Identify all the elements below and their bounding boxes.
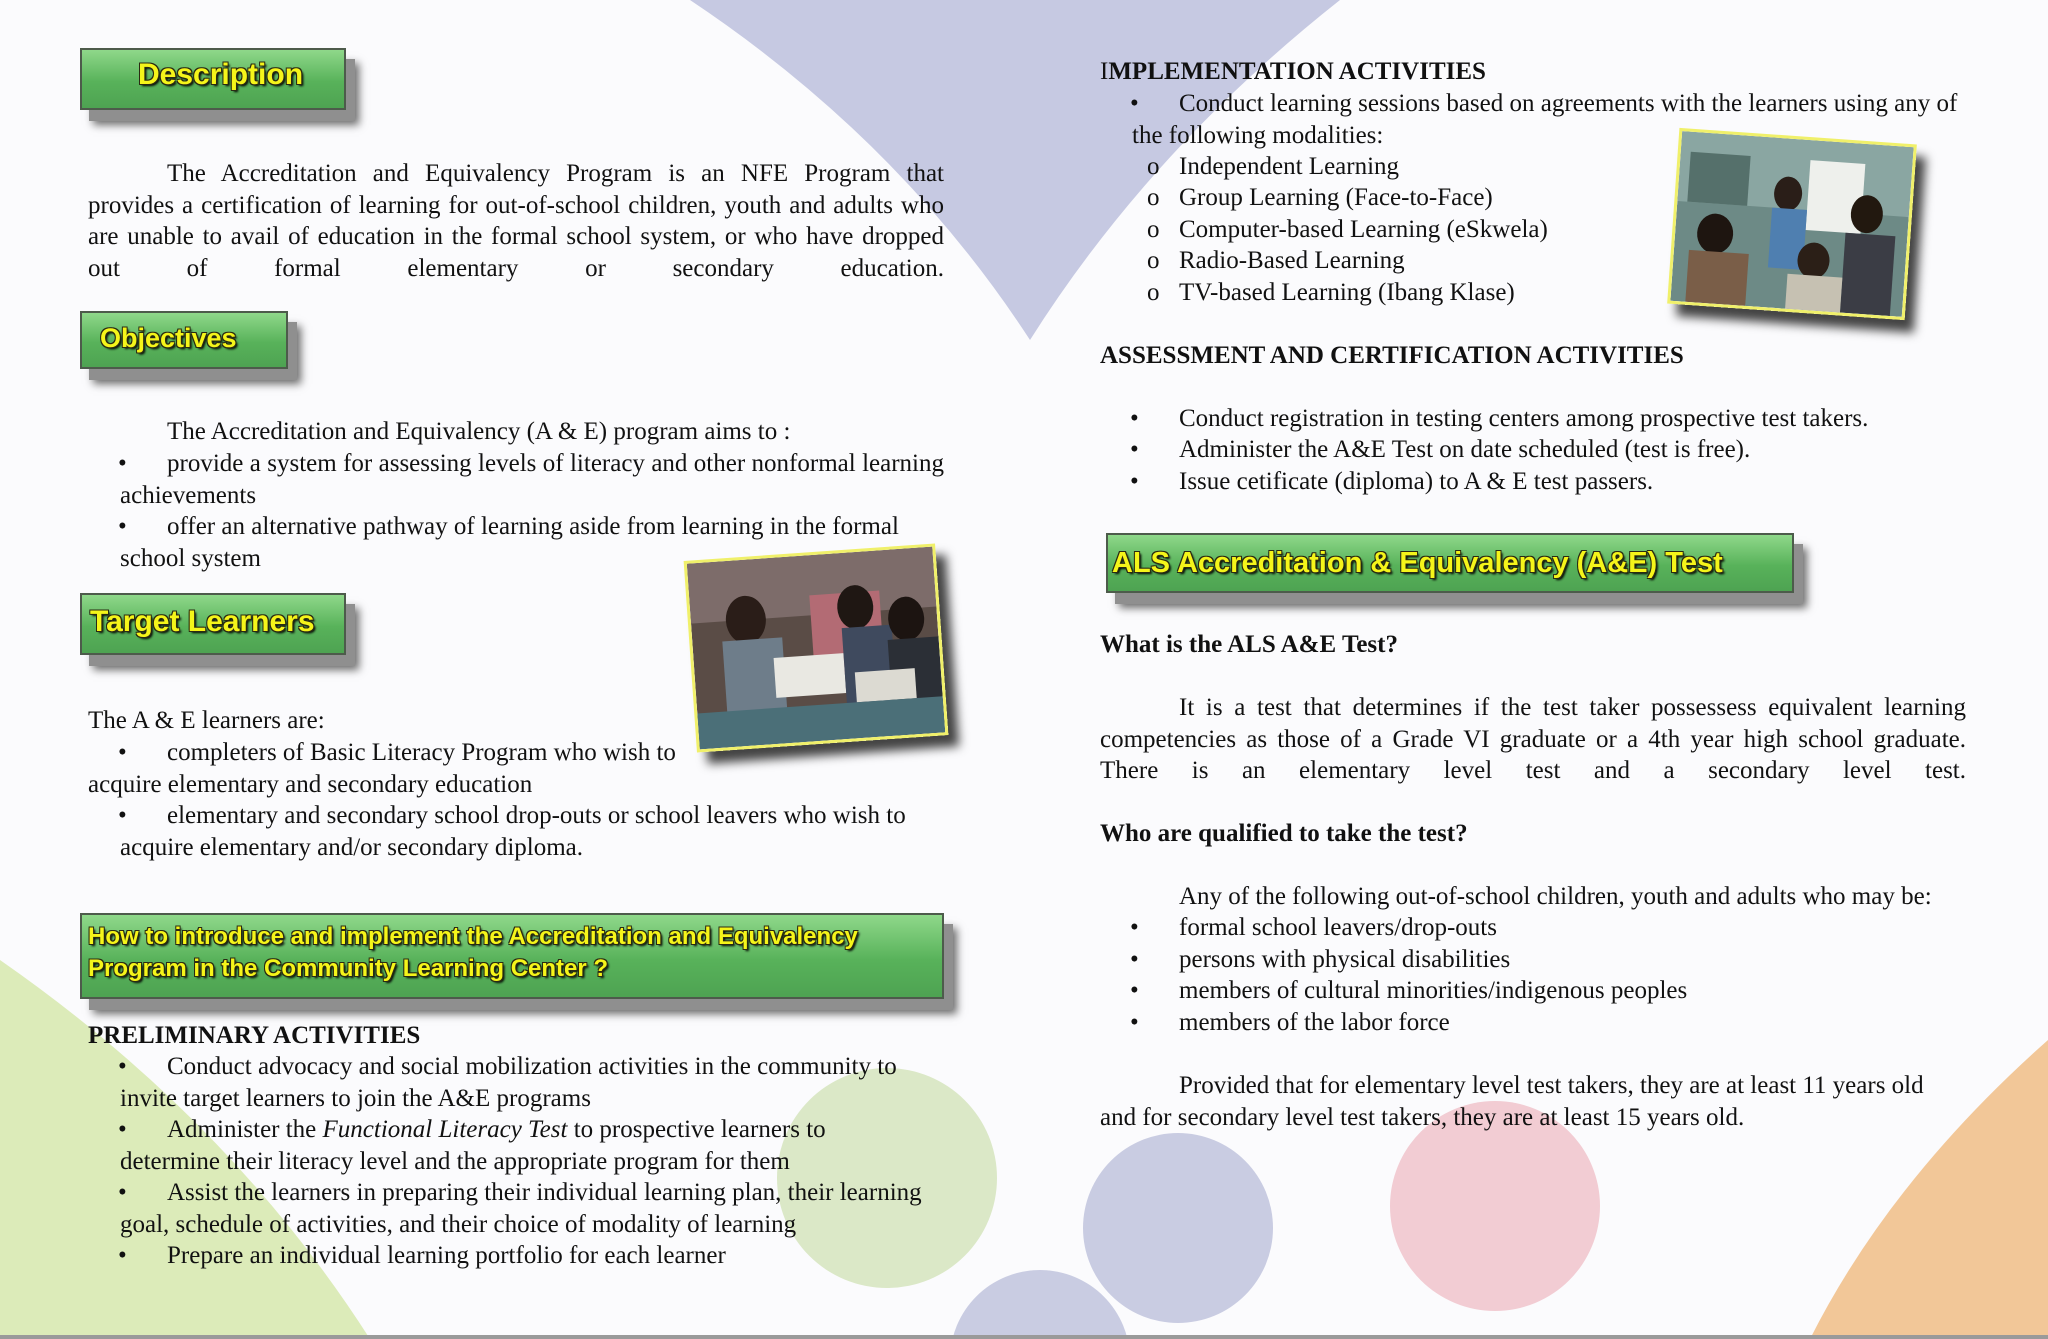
preliminary-item-text: Administer the: [167, 1116, 323, 1143]
assessment-item: Administer the A&E Test on date scheduled (test is free).: [1179, 436, 1751, 463]
ae-test-heading-box: [1106, 533, 1794, 593]
bullet: •: [118, 513, 127, 540]
bullet: •: [1130, 914, 1139, 941]
target-learner-item: completers of Basic Literacy Program who wish to acquire elementary and secondary education: [88, 739, 676, 798]
description-heading-box: [80, 48, 346, 110]
ae-answer-who-intro: Any of the following out-of-school children, youth and adults who may be:: [1179, 883, 1932, 910]
learners-photo: [684, 543, 949, 752]
bullet: •: [1130, 436, 1139, 463]
modality-item: Independent Learning: [1179, 153, 1400, 180]
description-body: The Accreditation and Equivalency Program is an NFE Program that provides a certification of learning for out-of-school children, youth and adults who are unable to avail of education in the formal school system, or who have dropped out of formal elementary or secondary education.: [88, 160, 944, 282]
functional-literacy-test-term: Functional Literacy Test: [322, 1116, 568, 1143]
bullet: •: [118, 1242, 127, 1269]
bullet: •: [1130, 90, 1139, 117]
blue-circle-left: [1083, 1133, 1273, 1323]
target-learners-heading-box: [80, 593, 346, 655]
implementation-item: Conduct learning sessions based on agreements with the learners using any of the following modalities:: [1132, 90, 1958, 149]
bullet: •: [118, 1053, 127, 1080]
sub-bullet: o: [1147, 153, 1160, 180]
preliminary-item: Prepare an individual learning portfolio for each learner: [167, 1242, 726, 1269]
bullet: •: [118, 1116, 127, 1143]
bullet: •: [1130, 1009, 1139, 1036]
bullet: •: [118, 739, 127, 766]
how-to-heading-line1: How to introduce and implement the Accreditation and Equivalency: [88, 923, 858, 950]
sub-bullet: o: [1147, 216, 1160, 243]
bullet: •: [1130, 946, 1139, 973]
qualified-item: persons with physical disabilities: [1179, 946, 1511, 973]
target-learners-heading: Target Learners: [90, 605, 315, 638]
ae-answer-what: It is a test that determines if the test taker possessess equivalent learning competencies as those of a Grade VI graduate or a 4th year high school graduate. There is an elementary level test and a secondary level test.: [1100, 694, 1966, 784]
preliminary-item-text: to prospective learners to determine their literacy level and the appropriate program for them: [120, 1116, 826, 1175]
assessment-heading: ASSESSMENT AND CERTIFICATION ACTIVITIES: [1100, 342, 1684, 369]
sub-bullet: o: [1147, 279, 1160, 306]
sub-bullet: o: [1147, 247, 1160, 274]
ae-test-heading: ALS Accreditation & Equivalency (A&E) Test: [1112, 547, 1723, 579]
assessment-item: Issue cetificate (diploma) to A & E test passers.: [1179, 468, 1654, 495]
how-to-heading-box: [80, 913, 944, 999]
qualified-item: formal school leavers/drop-outs: [1179, 914, 1497, 941]
preliminary-item: [120, 1114, 880, 1177]
bullet: •: [1130, 405, 1139, 432]
bullet: •: [118, 802, 127, 829]
qualified-item: members of cultural minorities/indigenous peoples: [1179, 977, 1688, 1004]
ae-question-what: What is the ALS A&E Test?: [1100, 631, 1398, 658]
preliminary-item: Conduct advocacy and social mobilization activities in the community to invite target learners to join the A&E programs: [120, 1053, 897, 1112]
preliminary-item: Assist the learners in preparing their individual learning plan, their learning goal, schedule of activities, and their choice of modality of learning: [120, 1179, 922, 1238]
objective-item: provide a system for assessing levels of literacy and other nonformal learning achievements: [120, 450, 944, 509]
objective-item: offer an alternative pathway of learning aside from learning in the formal school system: [120, 513, 899, 572]
implementation-heading-rest: MPLEMENTATION ACTIVITIES: [1108, 58, 1486, 85]
preliminary-heading: PRELIMINARY ACTIVITIES: [88, 1022, 421, 1049]
how-to-heading-line2: Program in the Community Learning Center ?: [88, 955, 609, 982]
objectives-heading: Objectives: [100, 323, 237, 353]
modality-item: Group Learning (Face-to-Face): [1179, 184, 1493, 211]
qualified-item: members of the labor force: [1179, 1009, 1450, 1036]
ae-question-who: Who are qualified to take the test?: [1100, 820, 1468, 847]
sub-bullet: o: [1147, 184, 1160, 211]
age-requirement: Provided that for elementary level test takers, they are at least 11 years old and for secondary level test takers, they are at least 15 years old.: [1100, 1072, 1924, 1131]
objectives-heading-box: [80, 311, 288, 369]
group-learning-photo: [1667, 128, 1917, 320]
objectives-intro: The Accreditation and Equivalency (A & E) program aims to :: [167, 418, 791, 445]
modality-item: Radio-Based Learning: [1179, 247, 1405, 274]
modality-item: TV-based Learning (Ibang Klase): [1179, 279, 1515, 306]
bullet: •: [1130, 468, 1139, 495]
description-heading: Description: [138, 58, 304, 91]
bullet: •: [118, 1179, 127, 1206]
target-learners-intro: The A & E learners are:: [88, 707, 325, 734]
implementation-heading: [1100, 56, 1486, 88]
assessment-item: Conduct registration in testing centers among prospective test takers.: [1179, 405, 1869, 432]
bullet: •: [118, 450, 127, 477]
modality-item: Computer-based Learning (eSkwela): [1179, 216, 1548, 243]
target-learner-item: elementary and secondary school drop-outs or school leavers who wish to acquire elementary and/or secondary diploma.: [120, 802, 906, 861]
bullet: •: [1130, 977, 1139, 1004]
implementation-heading-first: I: [1100, 58, 1109, 85]
